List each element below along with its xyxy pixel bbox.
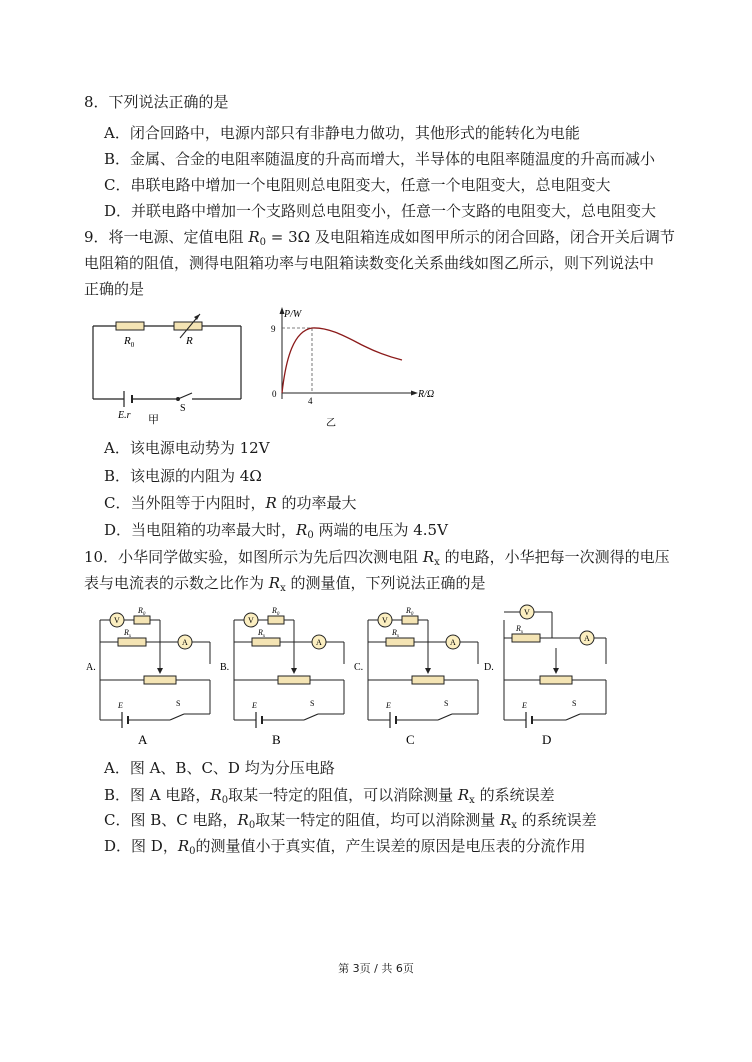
slider-arrow	[157, 668, 163, 674]
label-xlabel: R/Ω	[418, 389, 435, 400]
ammeter-label: A	[182, 638, 188, 647]
label-source: E	[522, 701, 527, 710]
q9-option-a: A．该电源电动势为 12V	[104, 439, 270, 457]
slider-arrow	[291, 668, 297, 674]
switch-blade	[438, 714, 452, 720]
voltmeter-label: V	[382, 616, 388, 625]
resistor-r0	[134, 616, 150, 624]
label-rx: $R_x$	[516, 624, 524, 635]
q9-stem-line3: 正确的是	[84, 280, 145, 298]
label-switch: S	[572, 699, 577, 708]
ammeter-label: A	[450, 638, 456, 647]
circuit-d	[482, 600, 612, 750]
label-r0: $R_0$	[124, 335, 135, 349]
q9-option-c: C．当外阻等于内阻时，R 的功率最大	[104, 494, 357, 512]
ammeter-label: A	[584, 634, 590, 643]
resistor-rx	[512, 634, 540, 642]
q10-option-b: B．图 A 电路，$R_0$取某一特定的阻值，可以消除测量 $R_x$ 的系统误差	[104, 786, 555, 806]
resistor-r0	[268, 616, 284, 624]
label-rx: $R_x$	[124, 628, 132, 639]
rheostat	[278, 676, 310, 684]
label-r0: $R_0$	[406, 606, 414, 617]
resistor-rx	[118, 638, 146, 646]
caption-jia: 甲	[148, 414, 159, 426]
resistor-rx	[252, 638, 280, 646]
label-source: E	[386, 701, 391, 710]
q8-option-b: B．金属、合金的电阻率随温度的升高而增大，半导体的电阻率随温度的升高而减小	[104, 150, 656, 168]
q9-figure-jia	[88, 312, 253, 427]
label-r: R	[186, 335, 193, 347]
q10-stem-line1: 10．小华同学做实验，如图所示为先后四次测电阻 $R_x$ 的电路，小华把每一次测得的电压	[84, 548, 670, 568]
q9-option-d: D．当电阻箱的功率最大时，$R_0$ 两端的电压为 4.5V	[104, 521, 448, 541]
caption-yi: 乙	[326, 418, 336, 429]
label-x-peak: 4	[308, 396, 313, 406]
label-y-peak: 9	[271, 324, 276, 334]
label-origin: 0	[272, 389, 277, 399]
label-r0: $R_0$	[138, 606, 146, 617]
q9-stem-line2: 电阻箱的阻值，测得电阻箱功率与电阻箱读数变化关系曲线如图乙所示，则下列说法中	[84, 254, 655, 272]
slider-arrow	[553, 668, 559, 674]
rheostat	[144, 676, 176, 684]
resistor-r0	[402, 616, 418, 624]
voltmeter-label: V	[114, 616, 120, 625]
circuit-caption: B	[272, 732, 281, 747]
ammeter-label: A	[316, 638, 322, 647]
circuit-label: C.	[354, 662, 364, 673]
q10-option-c: C．图 B、C 电路，$R_0$取某一特定的阻值，均可以消除测量 $R_x$ 的系统误差	[104, 811, 597, 831]
label-source: E	[252, 701, 257, 710]
voltmeter-label: V	[524, 608, 530, 617]
rheostat	[412, 676, 444, 684]
page-footer: 第 3页 / 共 6页	[338, 962, 414, 975]
label-source: E	[118, 701, 123, 710]
label-rx: $R_x$	[258, 628, 266, 639]
circuit-caption: A	[138, 732, 148, 747]
q10-figures	[86, 600, 646, 750]
q10-option-d: D．图 D，$R_0$的测量值小于真实值，产生误差的原因是电压表的分流作用	[104, 837, 586, 857]
circuit-a	[86, 600, 216, 750]
switch-blade	[566, 714, 580, 720]
label-switch: S	[310, 699, 315, 708]
circuit-b	[220, 600, 350, 750]
voltmeter-label: V	[248, 616, 254, 625]
q8-option-c: C．串联电路中增加一个电阻则总电阻变大，任意一个电阻变大，总电阻变大	[104, 176, 611, 194]
switch-blade	[170, 714, 184, 720]
slider-arrow	[425, 668, 431, 674]
circuit-label: B.	[220, 662, 230, 673]
q9-option-b: B．该电源的内阻为 4Ω	[104, 467, 262, 485]
circuit-caption: C	[406, 732, 415, 747]
fixed-resistor-r0	[116, 322, 144, 330]
q9-figure-yi	[268, 305, 443, 430]
rheostat	[540, 676, 572, 684]
q8-option-a: A．闭合回路中，电源内部只有非静电力做功，其他形式的能转化为电能	[104, 124, 580, 142]
label-source: E.r	[118, 410, 131, 421]
label-switch: S	[180, 403, 186, 414]
label-ylabel: P/W	[284, 309, 302, 320]
label-rx: $R_x$	[392, 628, 400, 639]
switch-blade	[304, 714, 318, 720]
q10-option-a: A．图 A、B、C、D 均为分压电路	[104, 759, 335, 777]
label-switch: S	[176, 699, 181, 708]
q10-stem-line2: 表与电流表的示数之比作为 $R_x$ 的测量值，下列说法正确的是	[84, 574, 486, 594]
q8-option-d: D．并联电路中增加一个支路则总电阻变小，任意一个支路的电阻变大，总电阻变大	[104, 202, 657, 220]
label-switch: S	[444, 699, 449, 708]
label-r0: $R_0$	[272, 606, 280, 617]
q9-stem-line1: 9．将一电源、定值电阻 $R_0 = 3\Omega$ 及电阻箱连成如图甲所示的闭合回路，闭合开关后调节	[84, 228, 675, 248]
circuit-caption: D	[542, 732, 552, 747]
circuit-label: D.	[484, 662, 494, 673]
circuit-c	[354, 600, 484, 750]
switch-blade	[178, 393, 192, 399]
power-curve	[282, 328, 402, 393]
resistor-rx	[386, 638, 414, 646]
q8-stem: 8．下列说法正确的是	[84, 93, 229, 111]
circuit-label: A.	[86, 662, 96, 673]
